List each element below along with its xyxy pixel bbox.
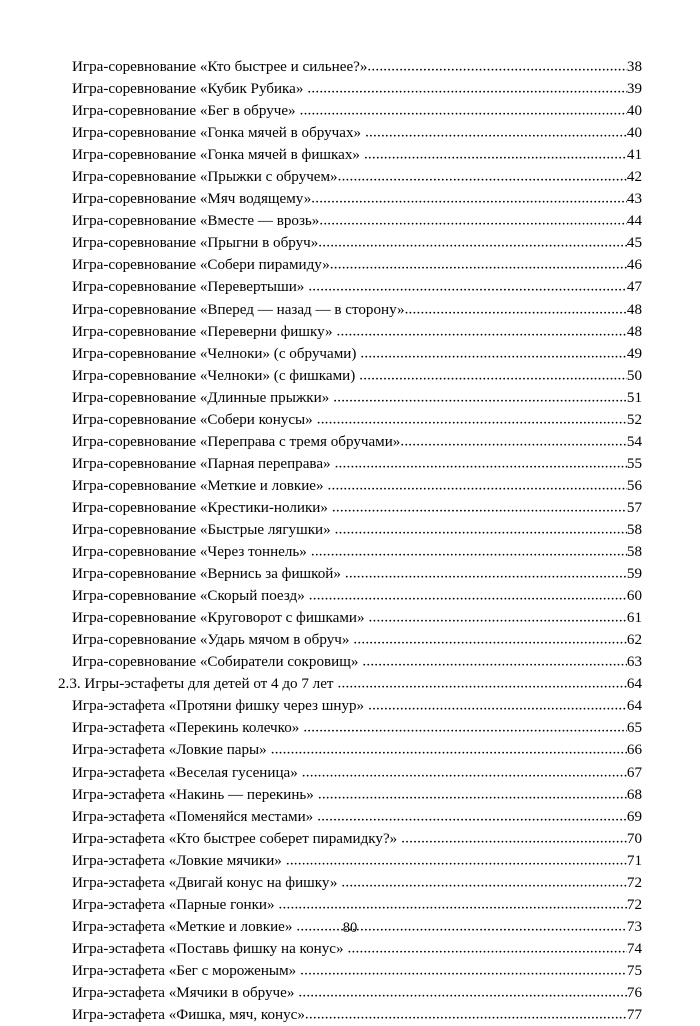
toc-entry-title: Игра-соревнование «Перевертыши»: [72, 279, 305, 296]
toc-entry[interactable]: [58, 144, 642, 166]
toc-entry[interactable]: [58, 607, 642, 629]
toc-entry-title: Игра-соревнование «Прыжки с обручем»: [72, 169, 338, 186]
toc-entry[interactable]: [58, 343, 642, 365]
toc-entry-page: 39: [626, 81, 642, 98]
toc-entry[interactable]: [58, 210, 642, 232]
toc-entry[interactable]: [58, 1004, 642, 1026]
toc-leader-dots: [338, 673, 627, 695]
toc-entry[interactable]: [58, 475, 642, 497]
toc-entry-page: 64: [626, 676, 642, 693]
toc-entry-page: 59: [626, 566, 642, 583]
toc-leader-dots: [303, 717, 627, 739]
toc-leader-dots: [367, 56, 627, 78]
toc-entry-title: Игра-соревнование «Мяч водящему»: [72, 191, 312, 208]
toc-entry-page: 40: [626, 125, 642, 142]
toc-entry-page: 64: [626, 698, 642, 715]
toc-entry-page: 57: [626, 499, 642, 516]
toc-entry[interactable]: [58, 762, 642, 784]
toc-entry[interactable]: [58, 828, 642, 850]
toc-entry-title: Игра-эстафета «Ловкие мячики»: [72, 852, 282, 869]
toc-leader-dots: [286, 850, 627, 872]
toc-entry-page: 69: [626, 808, 642, 825]
table-of-contents: [58, 56, 642, 1026]
toc-leader-dots: [308, 276, 627, 298]
toc-leader-dots: [353, 629, 627, 651]
toc-leader-dots: [337, 321, 627, 343]
toc-entry-title: Игра-эстафета «Двигай конус на фишку»: [72, 874, 338, 891]
toc-entry-page: 72: [626, 874, 642, 891]
toc-entry-title: Игра-соревнование «Быстрые лягушки»: [72, 521, 331, 538]
toc-entry-page: 52: [626, 411, 642, 428]
toc-leader-dots: [400, 431, 627, 453]
toc-entry[interactable]: [58, 299, 642, 321]
toc-entry[interactable]: [58, 541, 642, 563]
toc-leader-dots: [365, 122, 627, 144]
toc-entry-page: 45: [626, 235, 642, 252]
toc-entry-title: Игра-эстафета «Протяни фишку через шнур»: [72, 698, 365, 715]
toc-entry[interactable]: [58, 188, 642, 210]
toc-entry-title: Игра-соревнование «Ударь мячом в обруч»: [72, 632, 350, 649]
toc-entry-page: 66: [626, 742, 642, 759]
toc-entry-title: Игра-соревнование «Собери пирамиду»: [72, 257, 330, 274]
toc-entry-title: Игра-эстафета «Фишка, мяч, конус»: [72, 1007, 305, 1024]
toc-entry[interactable]: [58, 806, 642, 828]
toc-entry-title: Игра-соревнование «Длинные прыжки»: [72, 389, 330, 406]
toc-leader-dots: [364, 144, 627, 166]
toc-leader-dots: [369, 607, 627, 629]
toc-entry[interactable]: [58, 78, 642, 100]
toc-entry-title: Игра-соревнование «Собери конусы»: [72, 411, 313, 428]
toc-leader-dots: [317, 806, 627, 828]
toc-entry-page: 43: [626, 191, 642, 208]
toc-entry-page: 77: [626, 1007, 642, 1024]
toc-entry-page: 68: [626, 786, 642, 803]
toc-entry[interactable]: [58, 519, 642, 541]
toc-entry[interactable]: [58, 850, 642, 872]
toc-leader-dots: [300, 100, 627, 122]
toc-entry[interactable]: [58, 365, 642, 387]
toc-entry-title: Игра-соревнование «Вместе — врозь»: [72, 213, 320, 230]
toc-entry-page: 40: [626, 103, 642, 120]
toc-leader-dots: [341, 872, 627, 894]
toc-leader-dots: [317, 409, 627, 431]
toc-leader-dots: [305, 1004, 627, 1026]
toc-entry-page: 61: [626, 610, 642, 627]
toc-entry[interactable]: [58, 122, 642, 144]
toc-entry-page: 58: [626, 521, 642, 538]
toc-entry-page: 72: [626, 896, 642, 913]
toc-entry-title: Игра-соревнование «Собиратели сокровищ»: [72, 654, 359, 671]
toc-entry[interactable]: [58, 651, 642, 673]
toc-leader-dots: [271, 739, 627, 761]
toc-entry-page: 74: [626, 940, 642, 957]
toc-entry-title: Игра-соревнование «Переверни фишку»: [72, 323, 333, 340]
toc-entry-title: Игра-эстафета «Поставь фишку на конус»: [72, 940, 344, 957]
toc-entry[interactable]: [58, 695, 642, 717]
toc-entry[interactable]: [58, 453, 642, 475]
toc-leader-dots: [360, 343, 627, 365]
toc-leader-dots: [335, 519, 627, 541]
toc-entry-title: Игра-соревнование «Крестики-нолики»: [72, 499, 328, 516]
toc-entry[interactable]: [58, 254, 642, 276]
toc-entry-title: Игра-эстафета «Мячики в обруче»: [72, 984, 295, 1001]
toc-entry-title: Игра-соревнование «Гонка мячей в обручах»: [72, 125, 362, 142]
toc-entry-page: 48: [626, 301, 642, 318]
toc-entry-title: Игра-эстафета «Меткие и ловкие»: [72, 918, 293, 935]
toc-entry-page: 50: [626, 367, 642, 384]
toc-leader-dots: [332, 497, 627, 519]
toc-entry[interactable]: [58, 739, 642, 761]
toc-entry-title: Игра-соревнование «Челноки» (с фишками): [72, 367, 356, 384]
toc-entry-title: Игра-эстафета «Веселая гусеница»: [72, 764, 298, 781]
toc-entry-page: 51: [626, 389, 642, 406]
toc-entry-page: 55: [626, 455, 642, 472]
toc-entry-title: Игра-соревнование «Скорый поезд»: [72, 588, 305, 605]
toc-leader-dots: [345, 563, 627, 585]
toc-entry-page: 48: [626, 323, 642, 340]
toc-entry-page: 70: [626, 830, 642, 847]
toc-entry-title: Игра-соревнование «Круговорот с фишками»: [72, 610, 365, 627]
toc-leader-dots: [328, 475, 627, 497]
toc-entry[interactable]: [58, 784, 642, 806]
toc-leader-dots: [307, 78, 627, 100]
toc-entry[interactable]: [58, 938, 642, 960]
toc-entry-page: 49: [626, 345, 642, 362]
toc-leader-dots: [335, 453, 627, 475]
toc-entry[interactable]: [58, 960, 642, 982]
toc-entry-title: Игра-соревнование «Переправа с тремя обручами»: [72, 433, 401, 450]
toc-entry[interactable]: [58, 872, 642, 894]
toc-entry-page: 54: [626, 433, 642, 450]
toc-entry[interactable]: [58, 629, 642, 651]
toc-entry[interactable]: [58, 166, 642, 188]
toc-entry-page: 60: [626, 588, 642, 605]
toc-entry[interactable]: [58, 673, 642, 695]
toc-entry-title: Игра-эстафета «Поменяйся местами»: [72, 808, 314, 825]
toc-entry-page: 63: [626, 654, 642, 671]
toc-entry[interactable]: [58, 321, 642, 343]
toc-entry-page: 41: [626, 147, 642, 164]
toc-entry[interactable]: [58, 497, 642, 519]
toc-entry[interactable]: [58, 409, 642, 431]
toc-entry-title: Игра-соревнование «Прыгни в обруч»: [72, 235, 319, 252]
toc-entry-title: Игра-соревнование «Парная переправа»: [72, 455, 331, 472]
toc-entry-page: 38: [626, 59, 642, 75]
toc-entry-title: Игра-эстафета «Кто быстрее соберет пирамидку?»: [72, 830, 398, 847]
toc-entry-page: 47: [626, 279, 642, 296]
toc-entry-page: 71: [626, 852, 642, 869]
toc-entry-title: Игра-соревнование «Гонка мячей в фишках»: [72, 147, 360, 164]
toc-leader-dots: [401, 828, 627, 850]
toc-entry-title: Игра-соревнование «Меткие и ловкие»: [72, 477, 324, 494]
toc-entry[interactable]: [58, 431, 642, 453]
toc-leader-dots: [300, 960, 627, 982]
toc-entry-title: Игра-эстафета «Перекинь колечко»: [72, 720, 300, 737]
toc-leader-dots: [309, 585, 627, 607]
toc-entry[interactable]: [58, 585, 642, 607]
toc-entry[interactable]: [58, 100, 642, 122]
toc-entry[interactable]: [58, 387, 642, 409]
toc-leader-dots: [318, 232, 627, 254]
toc-entry-page: 44: [626, 213, 642, 230]
toc-entry-title: Игра-соревнование «Вернись за фишкой»: [72, 566, 341, 583]
toc-entry-page: 76: [626, 984, 642, 1001]
toc-leader-dots: [319, 210, 627, 232]
toc-entry[interactable]: [58, 982, 642, 1004]
toc-entry[interactable]: [58, 276, 642, 298]
toc-leader-dots: [405, 299, 627, 321]
toc-entry-title: Игра-соревнование «Кубик Рубика»: [72, 81, 304, 98]
toc-entry-page: 62: [626, 632, 642, 649]
toc-entry-title: Игра-эстафета «Ловкие пары»: [72, 742, 267, 759]
page-folio: 80: [342, 920, 358, 936]
toc-entry-page: 46: [626, 257, 642, 274]
toc-leader-dots: [368, 695, 627, 717]
toc-entry-page: 56: [626, 477, 642, 494]
toc-leader-dots: [362, 651, 627, 673]
toc-leader-dots: [311, 541, 627, 563]
toc-leader-dots: [359, 365, 627, 387]
toc-entry[interactable]: [58, 717, 642, 739]
toc-entry[interactable]: [58, 894, 642, 916]
toc-leader-dots: [279, 894, 627, 916]
toc-entry-page: 42: [626, 169, 642, 186]
toc-entry-page: 58: [626, 544, 642, 561]
toc-entry[interactable]: [58, 563, 642, 585]
toc-leader-dots: [348, 938, 627, 960]
toc-entry-title: Игра-эстафета «Парные гонки»: [72, 896, 275, 913]
toc-entry-title: Игра-соревнование «Кто быстрее и сильнее?»: [72, 59, 368, 75]
toc-entry-title: Игра-соревнование «Бег в обруче»: [72, 103, 296, 120]
toc-entry-title: Игра-соревнование «Через тоннель»: [72, 544, 307, 561]
toc-leader-dots: [333, 387, 627, 409]
toc-leader-dots: [302, 762, 627, 784]
toc-entry-page: 67: [626, 764, 642, 781]
toc-entry-page: 75: [626, 962, 642, 979]
toc-leader-dots: [311, 188, 627, 210]
toc-entry[interactable]: [58, 56, 642, 78]
toc-entry-page: 65: [626, 720, 642, 737]
toc-entry-page: 73: [626, 918, 642, 935]
toc-entry-title: Игра-соревнование «Челноки» (с обручами): [72, 345, 357, 362]
toc-entry[interactable]: [58, 232, 642, 254]
toc-leader-dots: [298, 982, 627, 1004]
toc-entry-title: Игра-соревнование «Вперед — назад — в сторону»: [72, 301, 405, 318]
toc-entry-title: Игра-эстафета «Бег с мороженым»: [72, 962, 297, 979]
toc-leader-dots: [330, 254, 627, 276]
toc-entry-title: Игра-эстафета «Накинь — перекинь»: [72, 786, 314, 803]
toc-entry-title: 2.3. Игры-эстафеты для детей от 4 до 7 лет: [58, 676, 334, 693]
toc-leader-dots: [318, 784, 627, 806]
toc-leader-dots: [338, 166, 627, 188]
